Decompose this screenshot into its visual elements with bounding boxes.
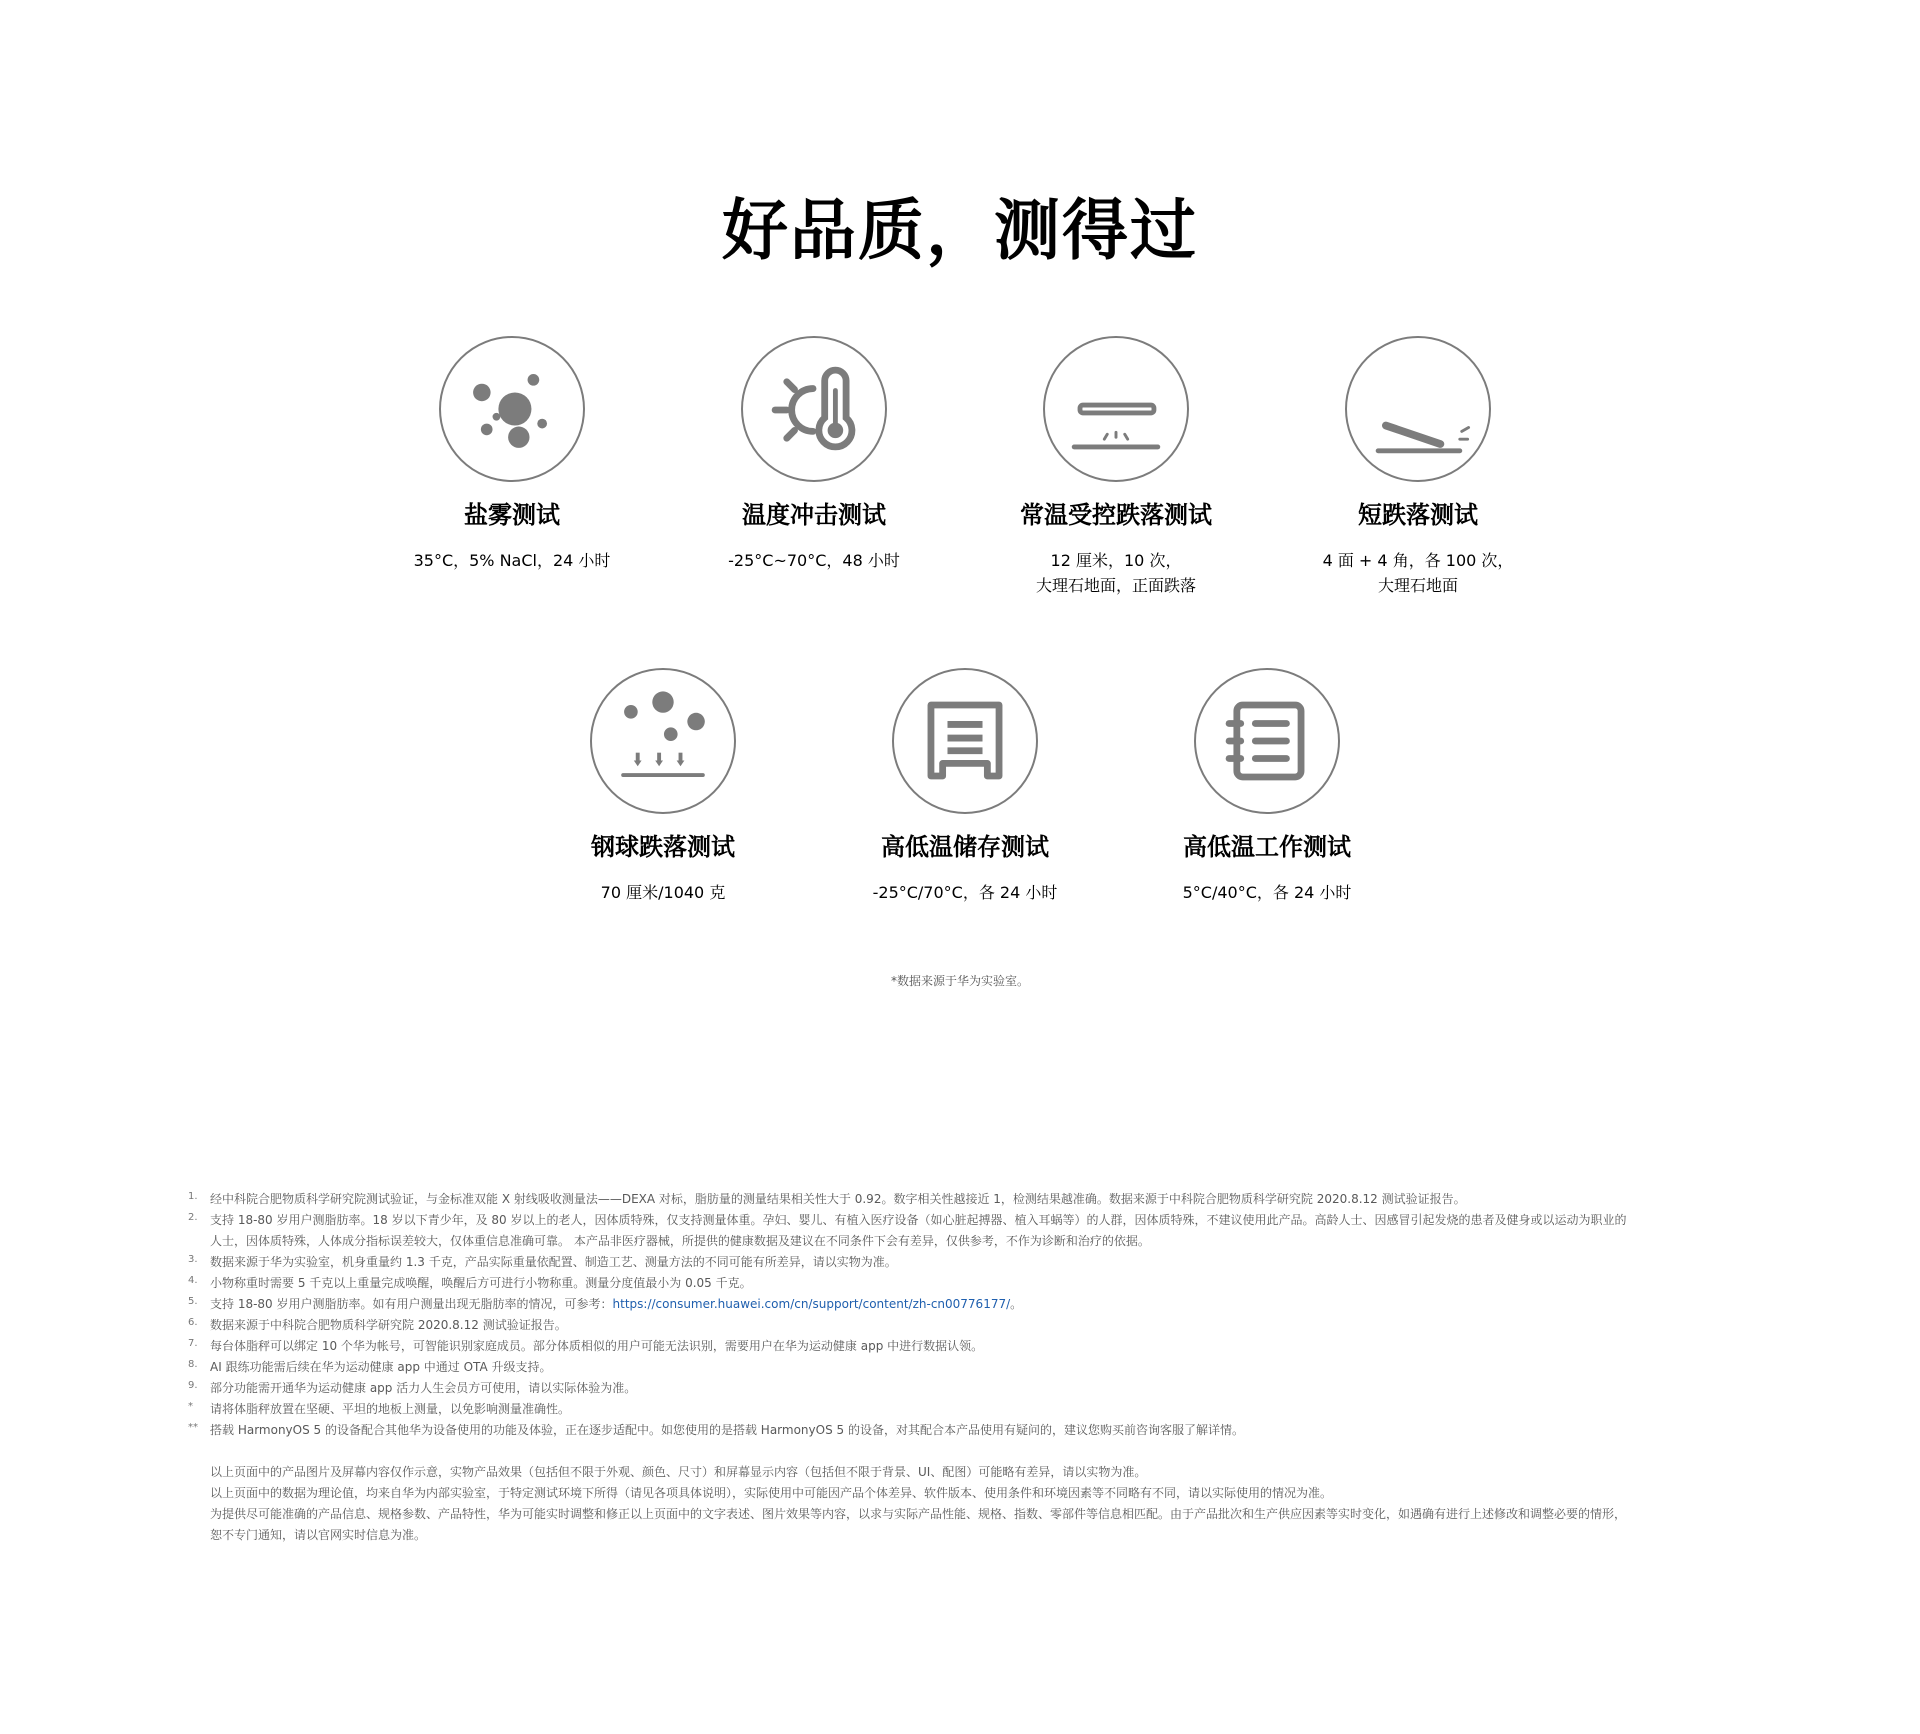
test-desc: 12 厘米，10 次， 大理石地面，正面跌落 (1035, 551, 1196, 595)
test-desc: 70 厘米/1040 克 (600, 883, 726, 902)
thermometer-sun-icon (741, 336, 887, 482)
storage-icon (892, 668, 1038, 814)
test-card-working (1117, 668, 1417, 905)
footnote-text: 每台体脂秤可以绑定 10 个华为帐号，可智能识别家庭成员。部分体质相似的用户可能无法识别，需要用户在华为运动健康 app 中进行数据认领。 (210, 1339, 984, 1353)
footnote-item (188, 1294, 1748, 1315)
salt-spray-icon (439, 336, 585, 482)
test-name: 高低温工作测试 (1183, 833, 1351, 861)
footnote-text: 数据来源于中科院合肥物质科学研究院 2020.8.12 测试验证报告。 (210, 1318, 567, 1332)
tilted-drop-icon (1345, 336, 1491, 482)
disclaimer-line: 以上页面中的产品图片及屏幕内容仅作示意，实物产品效果（包括但不限于外观、颜色、尺寸）和屏幕显示内容（包括但不限于背景、UI、配图）可能略有差异，请以实物为准。 (210, 1465, 1147, 1479)
footnote-text: 支持 18-80 岁用户测脂肪率。18 岁以下青少年，及 80 岁以上的老人，因体质特殊，仅支持测量体重。孕妇、婴儿、有植入医疗设备（如心脏起搏器、植入耳蜗等）的人群，因体质特殊，不建议使用此产品。高龄人士、因感冒引起发烧的患者及健身或以运动为职业的 (210, 1213, 1627, 1227)
support-link[interactable]: https://consumer.huawei.com/cn/support/content/zh-cn00776177/ (612, 1297, 1011, 1311)
flat-drop-icon (1043, 336, 1189, 482)
source-note: *数据来源于华为实验室。 (890, 974, 1029, 988)
test-desc: -25°C~70°C，48 小时 (728, 551, 900, 570)
footnote-text-continued: 人士，因体质特殊，人体成分指标误差较大，仅体重信息准确可靠。 本产品非医疗器械，所提供的健康数据及建议在不同条件下会有差异，仅供参考，不作为诊断和治疗的依据。 (210, 1234, 1150, 1248)
steel-ball-drop-icon (590, 668, 736, 814)
footnote-mark: 4. (188, 1275, 198, 1286)
test-name: 温度冲击测试 (742, 501, 886, 529)
footnote-text: 支持 18-80 岁用户测脂肪率。如有用户测量出现无脂肪率的情况，可参考： (210, 1297, 613, 1311)
test-desc: 4 面 + 4 角，各 100 次， 大理石地面 (1322, 551, 1514, 595)
footnote-item (188, 1399, 1748, 1420)
footnote-text: 请将体脂秤放置在坚硬、平坦的地板上测量，以免影响测量准确性。 (210, 1402, 571, 1416)
test-card-short-drop (1268, 336, 1568, 598)
footnote-item (188, 1273, 1748, 1294)
test-card-storage (815, 668, 1115, 905)
footnote-item (188, 1252, 1748, 1273)
footnote-mark: 9. (188, 1380, 198, 1391)
footnote-mark: 2. (188, 1212, 198, 1223)
footnote-mark: * (188, 1401, 193, 1412)
disclaimer-line: 为提供尽可能准确的产品信息、规格参数、产品特性，华为可能实时调整和修正以上页面中的文字表述、图片效果等内容，以求与实际产品性能、规格、指数、零部件等信息相匹配。由于产品批次和生产供应因素等实时变化，如遇确有进行上述修改和调整必要的情形， (210, 1507, 1627, 1521)
notebook-icon (1194, 668, 1340, 814)
footnote-mark: ** (188, 1422, 198, 1433)
footnote-mark: 6. (188, 1317, 198, 1328)
test-name: 短跌落测试 (1358, 501, 1478, 529)
footnote-item (188, 1336, 1748, 1357)
footnote-text: AI 跟练功能需后续在华为运动健康 app 中通过 OTA 升级支持。 (210, 1360, 552, 1374)
footnote-text: 部分功能需开通华为运动健康 app 活力人生会员方可使用，请以实际体验为准。 (210, 1381, 637, 1395)
test-desc: 35°C，5% NaCl，24 小时 (413, 551, 611, 570)
footnote-mark: 3. (188, 1254, 198, 1265)
footnote-item (188, 1210, 1748, 1252)
test-card-steel-ball (513, 668, 813, 905)
footnotes (188, 1189, 1748, 1546)
test-name: 盐雾测试 (464, 501, 560, 529)
footnote-text: 经中科院合肥物质科学研究院测试验证，与金标准双能 X 射线吸收测量法——DEXA 对标，脂肪量的测量结果相关性大于 0.92。数字相关性越接近 1，检测结果越准确。数据来源于中科院合肥物质科学研究院 2020.8.12 测试验证报告。 (210, 1192, 1466, 1206)
test-name: 钢球跌落测试 (591, 833, 735, 861)
footnote-item (188, 1189, 1748, 1210)
footnote-mark: 1. (188, 1191, 198, 1202)
footnote-mark: 5. (188, 1296, 198, 1307)
footnote-mark: 8. (188, 1359, 198, 1370)
footnote-item (188, 1378, 1748, 1399)
disclaimer-line: 以上页面中的数据为理论值，均来自华为内部实验室，于特定测试环境下所得（请见各项具体说明），实际使用中可能因产品个体差异、软件版本、使用条件和环境因素等不同略有不同，请以实际使用的情况为准。 (210, 1486, 1333, 1500)
footnote-item (188, 1420, 1748, 1441)
footnote-text: 数据来源于华为实验室，机身重量约 1.3 千克，产品实际重量依配置、制造工艺、测量方法的不同可能有所差异，请以实物为准。 (210, 1255, 897, 1269)
test-desc: -25°C/70°C，各 24 小时 (872, 883, 1058, 902)
test-card-controlled-drop (966, 336, 1266, 598)
test-card-temperature-shock (664, 336, 964, 573)
footnote-item (188, 1357, 1748, 1378)
footnote-text: 搭载 HarmonyOS 5 的设备配合其他华为设备使用的功能及体验，正在逐步适配中。如您使用的是搭载 HarmonyOS 5 的设备，对其配合本产品使用有疑问的，建议您购买前咨询客服了解详情。 (210, 1423, 1244, 1437)
test-name: 常温受控跌落测试 (1020, 501, 1212, 529)
test-desc: 5°C/40°C，各 24 小时 (1182, 883, 1352, 902)
test-card-salt-spray (362, 336, 662, 573)
disclaimer-line: 恕不专门通知，请以官网实时信息为准。 (210, 1528, 427, 1542)
footnote-text-end: 。 (1010, 1297, 1023, 1311)
footnote-item (188, 1315, 1748, 1336)
disclaimers (188, 1462, 1748, 1546)
footnote-mark: 7. (188, 1338, 198, 1349)
page-title: 好品质，测得过 (722, 192, 1198, 270)
test-name: 高低温储存测试 (881, 833, 1049, 861)
footnote-text: 小物称重时需要 5 千克以上重量完成唤醒，唤醒后方可进行小物称重。测量分度值最小为 0.05 千克。 (210, 1276, 752, 1290)
